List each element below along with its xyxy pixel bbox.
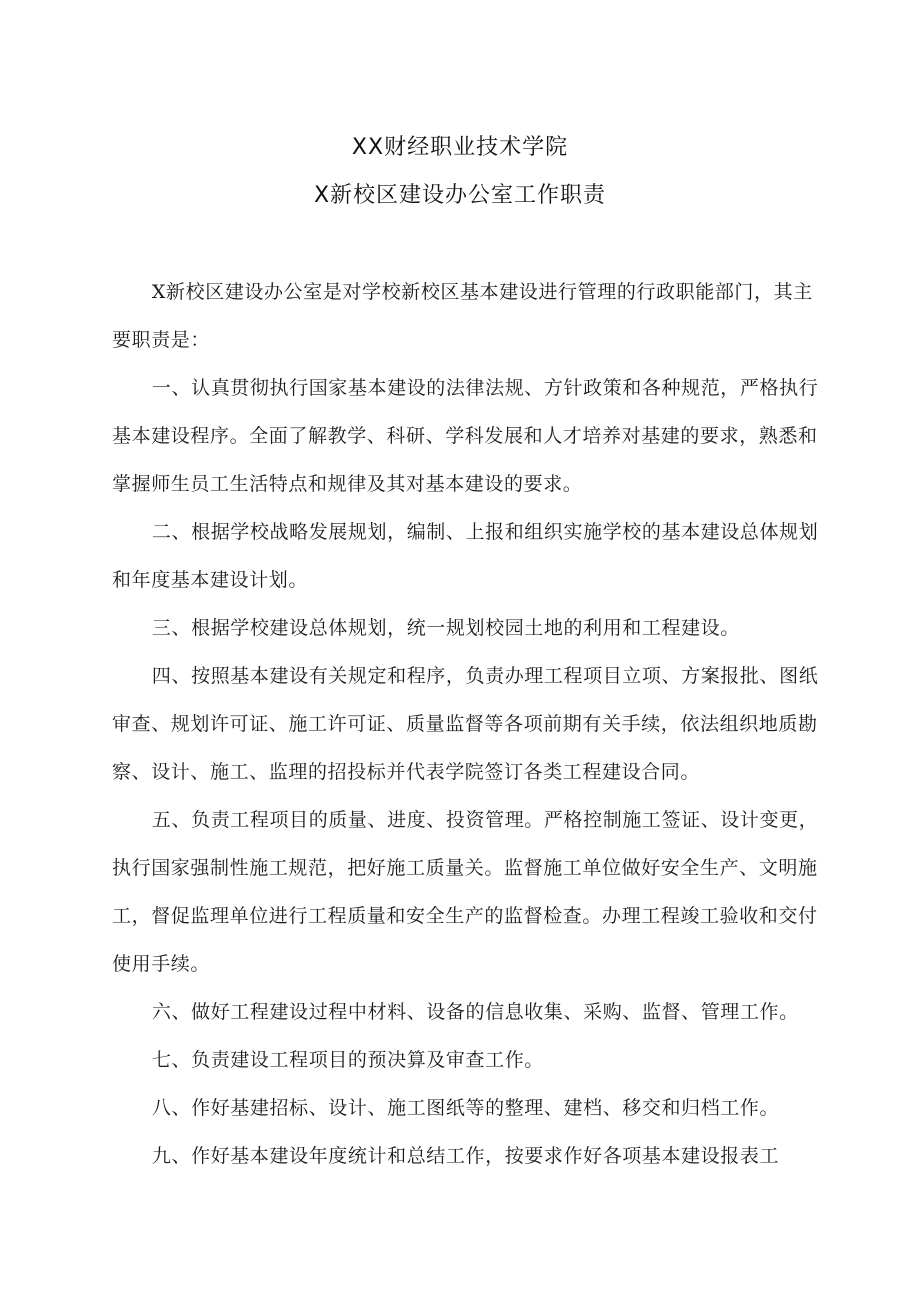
paragraph-duty-3: 三、根据学校建设总体规划，统一规划校园土地的利用和工程建设。 [151,617,740,639]
paragraph-duty-7: 七、负责建设工程项目的预决算及审查工作。 [151,1049,544,1071]
paragraph-duty-5: 五、负责工程项目的质量、进度、投资管理。严格控制施工签证、设计变更，执行国家强制性施工规范，把好施工质量关。监督施工单位做好安全生产、文明施工，督促监理单位进行工程质量和安全生产的监督检查。办理工程竣工验收和交付使用手续。 [112,809,819,975]
paragraph-duty-9: 九、作好基本建设年度统计和总结工作，按要求作好各项基本建设报表工 [151,1145,780,1167]
paragraph-duty-4: 四、按照基本建设有关规定和程序，负责办理工程项目立项、方案报批、图纸审查、规划许可证、施工许可证、质量监督等各项前期有关手续，依法组织地质勘察、设计、施工、监理的招投标并代表学院签订各类工程建设合同。 [112,665,819,783]
paragraph-duty-8: 八、作好基建招标、设计、施工图纸等的整理、建档、移交和归档工作。 [151,1097,780,1119]
paragraph-duty-6: 六、做好工程建设过程中材料、设备的信息收集、采购、监督、管理工作。 [151,1001,799,1023]
paragraph-duty-1: 一、认真贯彻执行国家基本建设的法律法规、方针政策和各种规范，严格执行基本建设程序。全面了解教学、科研、学科发展和人才培养对基建的要求，熟悉和掌握师生员工生活特点和规律及其对基本建设的要求。 [112,377,819,495]
document-title-line-2: X新校区建设办公室工作职责 [313,183,607,208]
document-body [112,268,824,1180]
paragraph-duty-2: 二、根据学校战略发展规划，编制、上报和组织实施学校的基本建设总体规划和年度基本建设计划。 [112,521,819,591]
document-title-line-1: XX财经职业技术学院 [351,135,569,160]
paragraph-intro: X新校区建设办公室是对学校新校区基本建设进行管理的行政职能部门，其主要职责是： [112,281,813,351]
